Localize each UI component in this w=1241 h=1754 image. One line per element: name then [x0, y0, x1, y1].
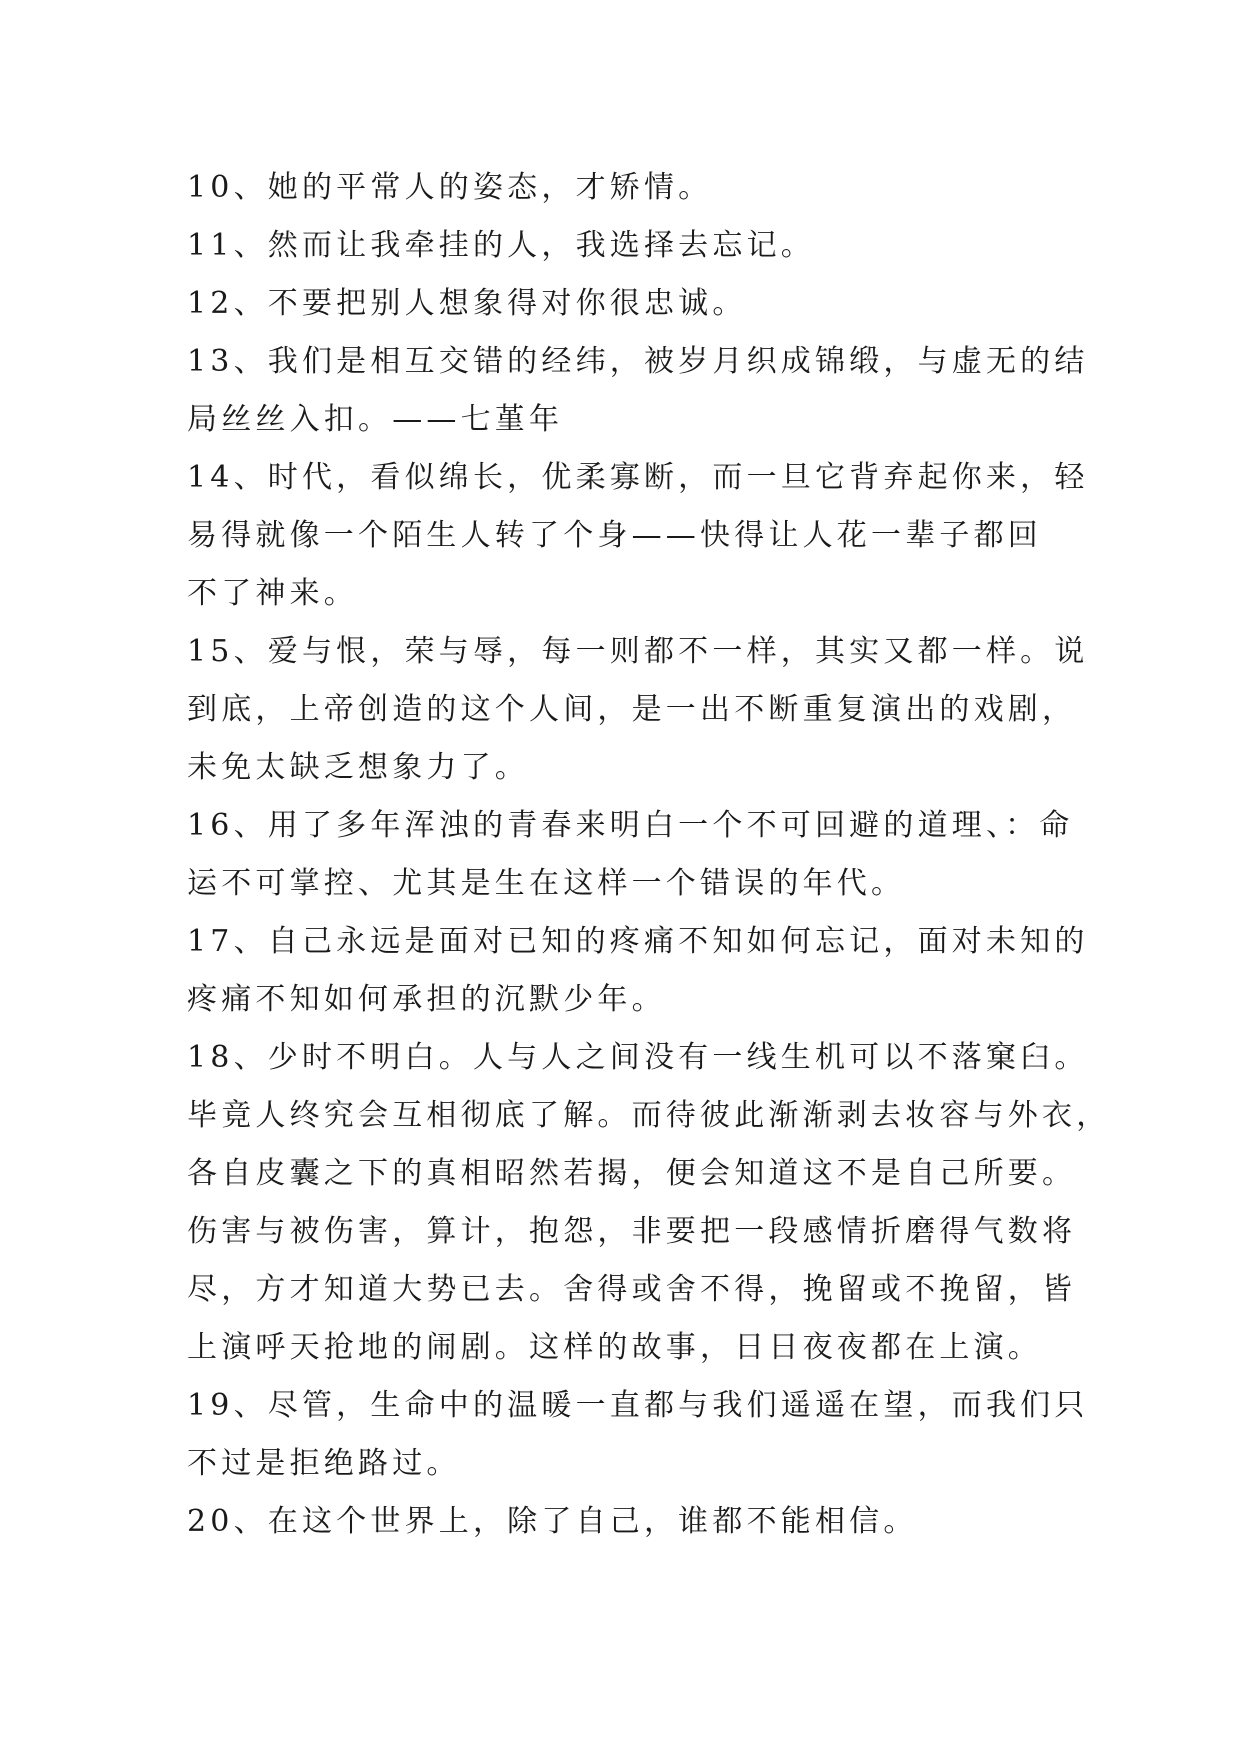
text-line: 局丝丝入扣。——七堇年	[187, 402, 564, 437]
text-line: 到底，上帝创造的这个人间，是一出不断重复演出的戏剧，	[187, 692, 1077, 727]
text-line: 未免太缺乏想象力了。	[187, 750, 529, 785]
text-line: 运不可掌控、尤其是生在这样一个错误的年代。	[187, 866, 906, 901]
text-line: 毕竟人终究会互相彻底了解。而待彼此渐渐剥去妆容与外衣，	[187, 1098, 1111, 1133]
text-line: 11、然而让我牵挂的人，我选择去忘记。	[187, 228, 815, 263]
text-line: 上演呼天抢地的闹剧。这样的故事，日日夜夜都在上演。	[187, 1330, 1042, 1365]
text-line: 13、我们是相互交错的经纬，被岁月织成锦缎，与虚无的结	[187, 344, 1089, 379]
text-line: 14、时代，看似绵长，优柔寡断，而一旦它背弃起你来，轻	[187, 460, 1089, 495]
text-line: 20、在这个世界上，除了自己，谁都不能相信。	[187, 1504, 918, 1539]
document-body	[187, 159, 1111, 1551]
text-line: 15、爱与恨，荣与辱，每一则都不一样，其实又都一样。说	[187, 634, 1089, 669]
text-line: 伤害与被伤害，算计，抱怨，非要把一段感情折磨得气数将	[187, 1214, 1077, 1249]
text-line: 18、少时不明白。人与人之间没有一线生机可以不落窠臼。	[187, 1040, 1089, 1075]
text-line: 易得就像一个陌生人转了个身——快得让人花一辈子都回	[187, 518, 1042, 553]
text-line: 12、不要把别人想象得对你很忠诚。	[187, 286, 747, 321]
text-line: 16、用了多年浑浊的青春来明白一个不可回避的道理、：命	[187, 808, 1074, 843]
text-line: 各自皮囊之下的真相昭然若揭，便会知道这不是自己所要。	[187, 1156, 1077, 1191]
text-line: 不了神来。	[187, 576, 358, 611]
text-line: 10、她的平常人的姿态，才矫情。	[187, 170, 713, 205]
text-line: 不过是拒绝路过。	[187, 1446, 461, 1481]
text-line: 17、自己永远是面对已知的疼痛不知如何忘记，面对未知的	[187, 924, 1089, 959]
text-line: 尽，方才知道大势已去。舍得或舍不得，挽留或不挽留，皆	[187, 1272, 1077, 1307]
text-line: 19、尽管，生命中的温暖一直都与我们遥遥在望，而我们只	[187, 1388, 1089, 1423]
text-line: 疼痛不知如何承担的沉默少年。	[187, 982, 666, 1017]
